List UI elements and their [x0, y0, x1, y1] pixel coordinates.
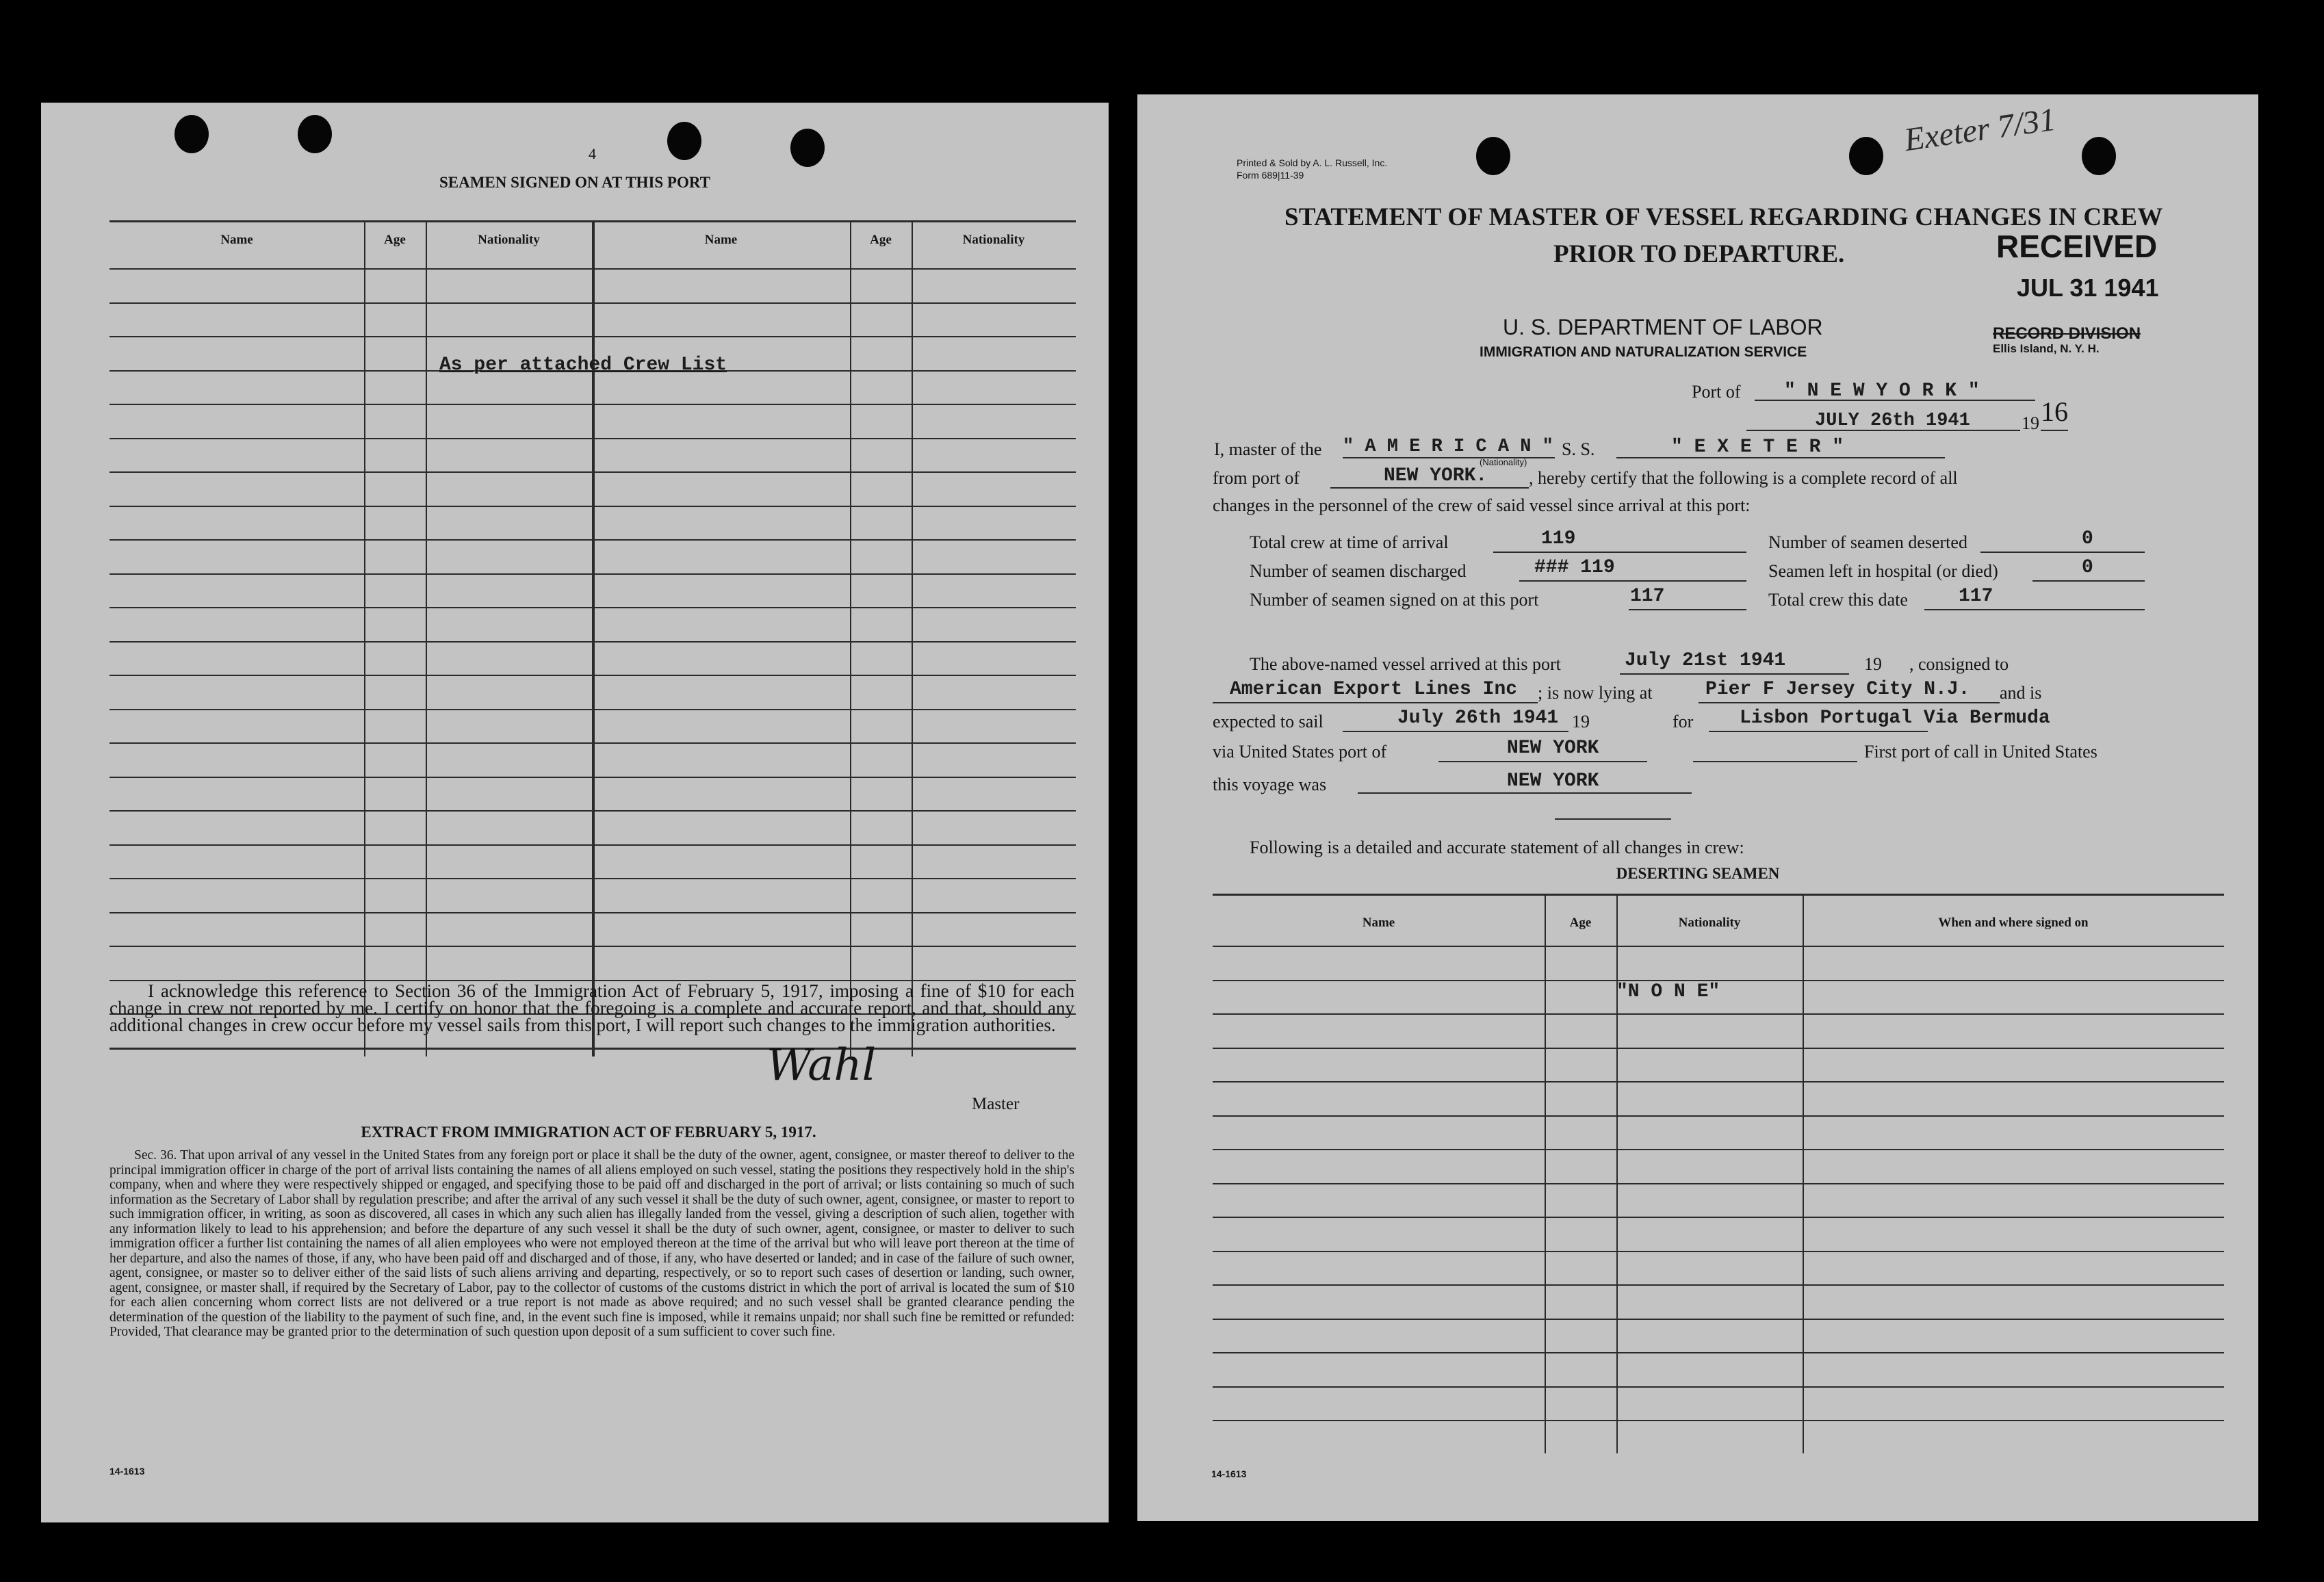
received-stamp: RECEIVED [1996, 229, 2158, 264]
stat-underline [2032, 580, 2145, 582]
year-value: 16 [2041, 396, 2068, 427]
service-name: IMMIGRATION AND NATURALIZATION SERVICE [1480, 344, 1807, 360]
lying-underline [1699, 702, 2000, 703]
via-value: NEW YORK [1507, 738, 1599, 759]
stat-label: Total crew at time of arrival [1250, 532, 1449, 552]
right-page [1137, 94, 2258, 1521]
col-divider [1803, 894, 1804, 1453]
for-label: for [1673, 712, 1694, 731]
col-divider [1616, 894, 1618, 1453]
col-header-age: Age [1569, 916, 1592, 930]
punch-hole [2082, 137, 2116, 175]
division-stamp-place: Ellis Island, N. Y. H. [1993, 342, 2100, 355]
lying-value: Pier F Jersey City N.J. [1705, 679, 1970, 700]
punch-hole [1476, 137, 1510, 175]
col-header-nationality: Nationality [1678, 916, 1741, 930]
master-of-label: I, master of the [1214, 439, 1322, 459]
table-rule-line [1213, 1183, 2224, 1184]
division-stamp: RECORD DIVISION [1993, 324, 2141, 343]
acknowledgment-text: I acknowledge this reference to Section 36 of the Immigration Act of February 5, 1917, imposing a fine of $10 for each change in crew not reported by me. I certify on honor that the foregoing is a complete and accurate report, and that, should any additional changes in crew occur before my vessel sails from this port, I will report such changes to the immigration authorities. [109, 981, 1074, 1035]
stat-underline [1493, 552, 1746, 553]
department-name: U. S. DEPARTMENT OF LABOR [1503, 315, 1823, 339]
expected-underline [1343, 731, 1568, 732]
col-divider [850, 220, 851, 1056]
stat-value: 119 [1541, 528, 1576, 549]
col-header-name: Name [220, 233, 253, 247]
table-rule-line [1213, 1048, 2224, 1049]
table-rule-line [1213, 946, 2224, 947]
table-rule-line [1213, 1217, 2224, 1218]
lying-label: ; is now lying at [1538, 683, 1653, 703]
date-value: JULY 26th 1941 [1815, 411, 1970, 431]
expected-year-label: 19 [1572, 712, 1590, 731]
certify-text-continued: changes in the personnel of the crew of said vessel since arrival at this port: [1213, 495, 1751, 515]
form-code: 14-1613 [109, 1466, 145, 1477]
year-prefix: 19 [2022, 413, 2039, 433]
port-label: Port of [1692, 382, 1741, 402]
center-divider [592, 220, 595, 1056]
table-rule-line [1213, 1352, 2224, 1353]
typed-note: As per attached Crew List [439, 354, 727, 376]
voyage-label: this voyage was [1213, 775, 1327, 794]
form-code: 14-1613 [1211, 1468, 1247, 1479]
stat-underline [1519, 580, 1746, 582]
and-is-label: and is [2000, 683, 2042, 703]
col-divider [1545, 894, 1546, 1453]
arrived-year-label: 19 [1864, 654, 1882, 674]
table-rule-line [1213, 1251, 2224, 1252]
from-port-underline [1330, 487, 1529, 489]
col-divider [426, 220, 427, 1056]
table-rule-line [1213, 1284, 2224, 1286]
form-title: STATEMENT OF MASTER OF VESSEL REGARDING CHANGES IN CREW [1284, 203, 2163, 231]
deserting-title: DESERTING SEAMEN [1616, 865, 1780, 882]
consignee-value: American Export Lines Inc [1230, 679, 1518, 700]
col-header-when-where: When and where signed on [1938, 916, 2089, 930]
handwritten-note: Exeter 7/31 [1902, 101, 2058, 159]
stat-value: ### 119 [1534, 557, 1615, 578]
stat-underline [1980, 552, 2145, 553]
printer-form-line: Form 689|11-39 [1237, 170, 1304, 181]
short-rule [1555, 818, 1671, 820]
section-title: SEAMEN SIGNED ON AT THIS PORT [439, 174, 711, 191]
stat-label: Seamen left in hospital (or died) [1768, 561, 1998, 581]
consignee-underline [1213, 702, 1538, 703]
arrived-label: The above-named vessel arrived at this port [1250, 654, 1561, 674]
col-header-name: Name [704, 233, 738, 247]
from-port-value: NEW YORK. [1384, 465, 1488, 487]
page-number: 4 [589, 145, 596, 162]
stat-value: 117 [1959, 586, 1993, 607]
table-rule-line [1213, 1013, 2224, 1015]
via-label: via United States port of [1213, 742, 1387, 762]
stat-underline [1629, 609, 1746, 610]
extract-text: Sec. 36. That upon arrival of any vessel in the United States from any foreign port or place it shall be the duty of the owner, agent, consignee, or master thereof to deliver to the principal immigration officer in charge of the port of arrival lists containing the names of all aliens employed on such vessel, stating the positions they respectively hold in the ship's company, when and where they were respectively shipped or engaged, and specifying those to be paid off and discharged in the port of arrival; or lists containing so much of such information as the Secretary of Labor shall by regulation prescribe; and after the arrival of any such vessel it shall be the duty of such owner, agent, consignee, or master to report to such immigration officer, in writing, as soon as discovered, all cases in which any such alien has illegally landed from the vessel, giving a description of such alien, together with any information likely to lead to his apprehension; and before the departure of any such vessel it shall be the duty of such owner, agent, consignee, or master to deliver to such immigration officer a further list containing the names of all alien employees who were not employed thereon at the time of the arrival but who will leave port thereon at the time of her departure, and also the names of those, if any, who have been paid off and discharged and of those, if any, who have deserted or landed; and in case of the failure of such owner, agent, consignee, or master so to deliver either of the said lists of such aliens arriving and departing, respectively, or so to report such cases of desertion or landing, such owner, agent, consignee, or master shall, if required by the Secretary of Labor, pay to the collector of customs of the customs district in which the port of arrival is located the sum of $10 for each alien concerning whom correct lists are not delivered or a true report is not made as above required; and no such vessel shall be granted clearance pending the determination of the question of the liability to the payment of such fine, and, in the event such fine is imposed, while it remains unpaid; nor shall such fine be remitted or refunded: Provided, That clearance may be granted prior to the determination of such question upon deposit of a sum sufficient to cover such fine. [109, 1148, 1074, 1339]
port-value: " N E W Y O R K " [1784, 380, 1980, 402]
col-header-name: Name [1362, 916, 1395, 930]
extract-title: EXTRACT FROM IMMIGRATION ACT OF FEBRUARY 5, 1917. [361, 1124, 816, 1141]
table-rule-line [1213, 1081, 2224, 1082]
destination-value: Lisbon Portugal Via Bermuda [1740, 708, 2050, 729]
destination-underline [1709, 731, 1928, 732]
deserting-entry: "N O N E" [1616, 981, 1720, 1002]
received-stamp-date: JUL 31 1941 [2017, 274, 2159, 302]
from-port-label: from port of [1213, 468, 1300, 488]
table-rule-line [1213, 1149, 2224, 1150]
stat-value: 0 [2082, 557, 2093, 578]
stat-label: Total crew this date [1768, 590, 1908, 610]
expected-value: July 26th 1941 [1397, 708, 1559, 729]
consigned-label: , consigned to [1909, 654, 2009, 674]
col-divider [364, 220, 365, 1056]
stat-underline [1924, 609, 2145, 610]
punch-hole [175, 115, 209, 153]
master-signature: Wahl [766, 1040, 877, 1091]
table-rule-line [1213, 1386, 2224, 1388]
left-page [41, 103, 1109, 1522]
col-divider [912, 220, 913, 1056]
col-header-age: Age [870, 233, 892, 247]
table-rule-line [1213, 1420, 2224, 1421]
certify-text: , hereby certify that the following is a complete record of all [1529, 468, 1958, 488]
voyage-value: NEW YORK [1507, 770, 1599, 792]
via-underline [1438, 761, 1647, 762]
year-underline [2041, 430, 2068, 431]
vessel-value: " E X E T E R " [1671, 437, 1844, 458]
table-rule-line [1213, 1115, 2224, 1117]
form-subtitle: PRIOR TO DEPARTURE. [1553, 240, 1845, 268]
voyage-underline [1358, 792, 1692, 794]
deserting-table-top-border [1213, 894, 2224, 896]
nationality-value: " A M E R I C A N " [1343, 437, 1553, 457]
col-header-age: Age [384, 233, 406, 247]
stat-label: Number of seamen signed on at this port [1250, 590, 1539, 610]
col-header-nationality: Nationality [962, 233, 1025, 247]
punch-hole [667, 122, 701, 160]
arrived-underline [1620, 673, 1849, 675]
first-port-label: First port of call in United States [1864, 742, 2097, 762]
stat-value: 117 [1630, 586, 1665, 607]
punch-hole [790, 129, 825, 167]
expected-label: expected to sail [1213, 712, 1324, 731]
following-text: Following is a detailed and accurate statement of all changes in crew: [1250, 838, 1744, 857]
punch-hole [1849, 137, 1883, 175]
signature-label: Master [972, 1095, 1020, 1113]
nationality-caption: (Nationality) [1480, 457, 1527, 467]
printer-line: Printed & Sold by A. L. Russell, Inc. [1237, 157, 1388, 168]
stat-value: 0 [2082, 528, 2093, 549]
punch-hole [298, 115, 332, 153]
first-port-underline [1693, 761, 1857, 762]
arrived-value: July 21st 1941 [1625, 650, 1786, 671]
stat-label: Number of seamen discharged [1250, 561, 1467, 581]
table-rule-line [1213, 1319, 2224, 1320]
stat-label: Number of seamen deserted [1768, 532, 1967, 552]
ss-label: S. S. [1562, 439, 1595, 459]
col-header-nationality: Nationality [478, 233, 540, 247]
